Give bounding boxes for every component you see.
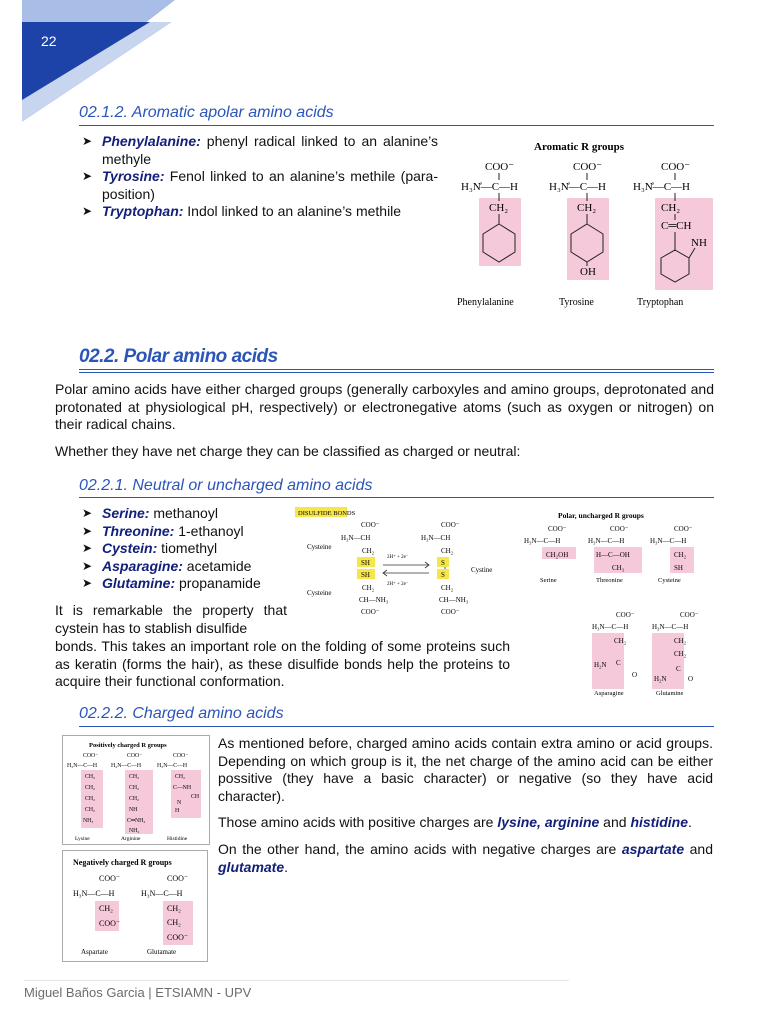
aspartate-label: Aspartate (81, 948, 108, 956)
list-item: ➤ Asparagine: acetamide (80, 558, 290, 576)
svg-text:S: S (441, 559, 445, 567)
svg-text:NH₃: NH₃ (83, 818, 94, 824)
svg-text:COO⁻: COO⁻ (485, 161, 515, 173)
svg-text:CH₂: CH₂ (674, 650, 687, 658)
svg-text:CH₂: CH₂ (674, 637, 687, 645)
figure-title: Negatively charged R groups (73, 858, 172, 867)
list-item: ➤ Phenylalanine: phenyl radical linked to an alanine’s methyle (80, 133, 438, 168)
figure-title: Polar, uncharged R groups (558, 511, 644, 520)
charged-paragraph-3: On the other hand, the amino acids with negative charges are aspartate and glutamate. (218, 841, 713, 875)
neutral-list (80, 505, 290, 593)
svg-text:H₃N̊—C—H: H₃N̊—C—H (461, 181, 519, 193)
svg-text:CH—NH₃: CH—NH₃ (359, 596, 389, 604)
svg-text:Cysteine: Cysteine (307, 543, 332, 551)
svg-text:Cysteine: Cysteine (307, 589, 332, 597)
list-item: ➤ Tryptophan: Indol linked to an alanine’s methile (80, 203, 438, 221)
svg-text:H₃N—C—H: H₃N—C—H (67, 763, 98, 769)
svg-text:CH—NH₃: CH—NH₃ (439, 596, 469, 604)
svg-text:CH₂: CH₂ (99, 904, 113, 913)
svg-text:H—C—OH: H—C—OH (596, 551, 630, 559)
svg-text:H₃N—CH: H₃N—CH (341, 534, 371, 542)
svg-text:CH₂: CH₂ (661, 202, 681, 214)
tyrosine-label: Tyrosine (559, 297, 594, 308)
svg-text:H: H (175, 808, 180, 814)
svg-text:H₃N—C—H: H₃N—C—H (588, 537, 625, 545)
svg-text:C—NH: C—NH (173, 785, 192, 791)
neutral-heading: 02.2.1. Neutral or uncharged amino acids (79, 477, 373, 494)
svg-text:COO⁻: COO⁻ (674, 525, 693, 533)
svg-text:2H⁺ + 2e⁻: 2H⁺ + 2e⁻ (387, 555, 409, 560)
charged-paragraph-1: As mentioned before, charged amino acids contain extra amino or acid groups. Depending on which group is it, the net charge of the amino acid can be either possitive (they have a basic character) or negative (so they have acid character). (218, 735, 713, 804)
svg-text:H₃N—CH: H₃N—CH (421, 534, 451, 542)
svg-text:CH₂: CH₂ (674, 551, 687, 559)
svg-text:CH₂: CH₂ (614, 637, 627, 645)
svg-text:COO⁻: COO⁻ (680, 611, 699, 619)
aromatic-heading-rule (79, 125, 714, 126)
svg-text:COO⁻: COO⁻ (361, 608, 380, 616)
polar-paragraph-2: Whether they have net charge they can be classified as charged or neutral: (55, 443, 521, 459)
aromatic-list (80, 133, 438, 221)
list-item: ➤ Cystein: tiomethyl (80, 540, 290, 558)
svg-text:CH₂: CH₂ (85, 796, 96, 802)
svg-text:SH: SH (674, 564, 683, 572)
svg-text:COO⁻: COO⁻ (99, 874, 121, 883)
svg-text:C═CH: C═CH (661, 220, 692, 232)
svg-text:CH₂: CH₂ (175, 774, 186, 780)
svg-text:NH: NH (691, 237, 707, 249)
svg-text:COO⁻: COO⁻ (83, 753, 99, 759)
svg-text:C: C (616, 659, 621, 667)
svg-text:CH₂: CH₂ (167, 904, 181, 913)
serine-label: Serine (540, 577, 557, 584)
list-item: ➤ Serine: methanoyl (80, 505, 290, 523)
svg-text:CH₂: CH₂ (167, 918, 181, 927)
svg-text:COO⁻: COO⁻ (610, 525, 629, 533)
svg-text:H₃N—C—H: H₃N—C—H (141, 889, 183, 898)
svg-text:NH: NH (129, 807, 138, 813)
disulfide-paragraph-b: bonds. This takes an important role on the folding of some proteins such as keratin (forms the hair), as these disulfide bonds help the proteins to acquire their functional conformation. (55, 638, 510, 689)
lysine-label: Lysine (75, 836, 90, 842)
svg-text:S: S (441, 571, 445, 579)
svg-text:OH: OH (580, 266, 596, 278)
svg-text:CH₂: CH₂ (85, 785, 96, 791)
svg-text:O: O (688, 675, 694, 683)
figure-title: Aromatic R groups (534, 141, 625, 153)
svg-text:COO⁻: COO⁻ (173, 753, 189, 759)
positively-charged-r-groups-figure (62, 735, 210, 845)
polar-heading-rule (79, 369, 714, 373)
figure-title: Positively charged R groups (89, 742, 167, 749)
svg-text:CH₃: CH₃ (612, 564, 625, 572)
svg-text:COO⁻: COO⁻ (616, 611, 635, 619)
svg-text:2H⁺ + 2e⁻: 2H⁺ + 2e⁻ (387, 582, 409, 587)
svg-text:COO⁻: COO⁻ (441, 521, 460, 529)
svg-text:H₃N—C—H: H₃N—C—H (111, 763, 142, 769)
glutamine-label: Glutamine (656, 690, 684, 697)
svg-text:C: C (676, 665, 681, 673)
arginine-label: Arginine (121, 836, 141, 842)
footer-rule (24, 980, 569, 981)
svg-text:CH₂: CH₂ (577, 202, 597, 214)
svg-text:CH₂OH: CH₂OH (546, 551, 569, 559)
page-number: 22 (41, 33, 57, 49)
negatively-charged-r-groups-figure (62, 850, 208, 962)
aromatic-heading: 02.1.2. Aromatic apolar amino acids (79, 104, 334, 121)
svg-text:CH₂: CH₂ (362, 584, 375, 592)
tryptophan-label: Tryptophan (637, 297, 684, 308)
aromatic-r-groups-figure (449, 128, 727, 318)
list-item: ➤ Glutamine: propanamide (80, 575, 290, 593)
disulfide-badge: DISULFIDE BONDS (298, 510, 356, 517)
svg-text:C═NH₂: C═NH₂ (127, 818, 146, 824)
polar-heading: 02.2. Polar amino acids (79, 346, 278, 367)
svg-text:Cystine: Cystine (471, 566, 493, 574)
disulfide-bonds-figure (293, 505, 507, 625)
svg-text:H₃N—C—H: H₃N—C—H (650, 537, 687, 545)
svg-text:H₃N—C—H: H₃N—C—H (652, 623, 689, 631)
svg-text:CH₂: CH₂ (85, 774, 96, 780)
svg-text:CH₂: CH₂ (362, 547, 375, 555)
svg-text:NH₂: NH₂ (129, 828, 140, 834)
charged-heading-rule (79, 726, 714, 727)
footer: Miguel Baños Garcia | ETSIAMN - UPV (24, 985, 252, 1000)
svg-text:H₃N̊—C—H: H₃N̊—C—H (633, 181, 691, 193)
svg-text:COO⁻: COO⁻ (441, 608, 460, 616)
svg-text:CH₂: CH₂ (441, 547, 454, 555)
svg-text:H₃N—C—H: H₃N—C—H (73, 889, 115, 898)
svg-text:H₃N—C—H: H₃N—C—H (592, 623, 629, 631)
histidine-label: Histidine (167, 836, 188, 842)
svg-text:H₃N̊—C—H: H₃N̊—C—H (549, 181, 607, 193)
polar-paragraph-1: Polar amino acids have either charged groups (generally carboxyles and amino groups, deprotonated and protonated at physiological pH, respectively) or electronegative atoms (such as oxygen or nitrogen) on their radical chains. (55, 381, 714, 432)
polar-uncharged-r-groups-figure (522, 505, 718, 700)
svg-text:CH₂: CH₂ (489, 202, 509, 214)
svg-text:SH: SH (361, 559, 370, 567)
svg-text:CH₂: CH₂ (129, 796, 140, 802)
list-item: ➤ Tyrosine: Fenol linked to an alanine’s methile (para- position) (80, 168, 438, 203)
svg-text:CH₂: CH₂ (129, 774, 140, 780)
svg-text:H₂N: H₂N (654, 675, 667, 683)
cysteine-label: Cysteine (658, 577, 681, 584)
svg-text:COO⁻: COO⁻ (99, 919, 121, 928)
svg-text:H₃N—C—H: H₃N—C—H (524, 537, 561, 545)
svg-text:COO⁻: COO⁻ (661, 161, 691, 173)
svg-text:COO⁻: COO⁻ (361, 521, 380, 529)
svg-text:N: N (177, 800, 182, 806)
disulfide-paragraph-a: It is remarkable the property that cystein has to stablish disulfide (55, 602, 287, 636)
svg-text:CH₂: CH₂ (441, 584, 454, 592)
phenylalanine-label: Phenylalanine (457, 297, 514, 308)
svg-text:H₃N—C—H: H₃N—C—H (157, 763, 188, 769)
glutamate-label: Glutamate (147, 948, 177, 956)
svg-text:COO⁻: COO⁻ (573, 161, 603, 173)
svg-text:CH: CH (191, 794, 200, 800)
charged-heading: 02.2.2. Charged amino acids (79, 705, 284, 722)
svg-text:CH₂: CH₂ (129, 785, 140, 791)
neutral-heading-rule (79, 497, 714, 498)
charged-paragraph-2: Those amino acids with positive charges are lysine, arginine and histidine. (218, 814, 692, 830)
svg-text:CH₂: CH₂ (85, 807, 96, 813)
asparagine-label: Asparagine (594, 690, 624, 697)
list-item: ➤ Threonine: 1-ethanoyl (80, 523, 290, 541)
svg-text:COO⁻: COO⁻ (167, 933, 189, 942)
svg-text:COO⁻: COO⁻ (167, 874, 189, 883)
svg-text:H₂N: H₂N (594, 661, 607, 669)
svg-text:COO⁻: COO⁻ (127, 753, 143, 759)
svg-text:O: O (632, 671, 638, 679)
threonine-label: Threonine (596, 577, 623, 584)
svg-text:SH: SH (361, 571, 370, 579)
svg-text:COO⁻: COO⁻ (548, 525, 567, 533)
